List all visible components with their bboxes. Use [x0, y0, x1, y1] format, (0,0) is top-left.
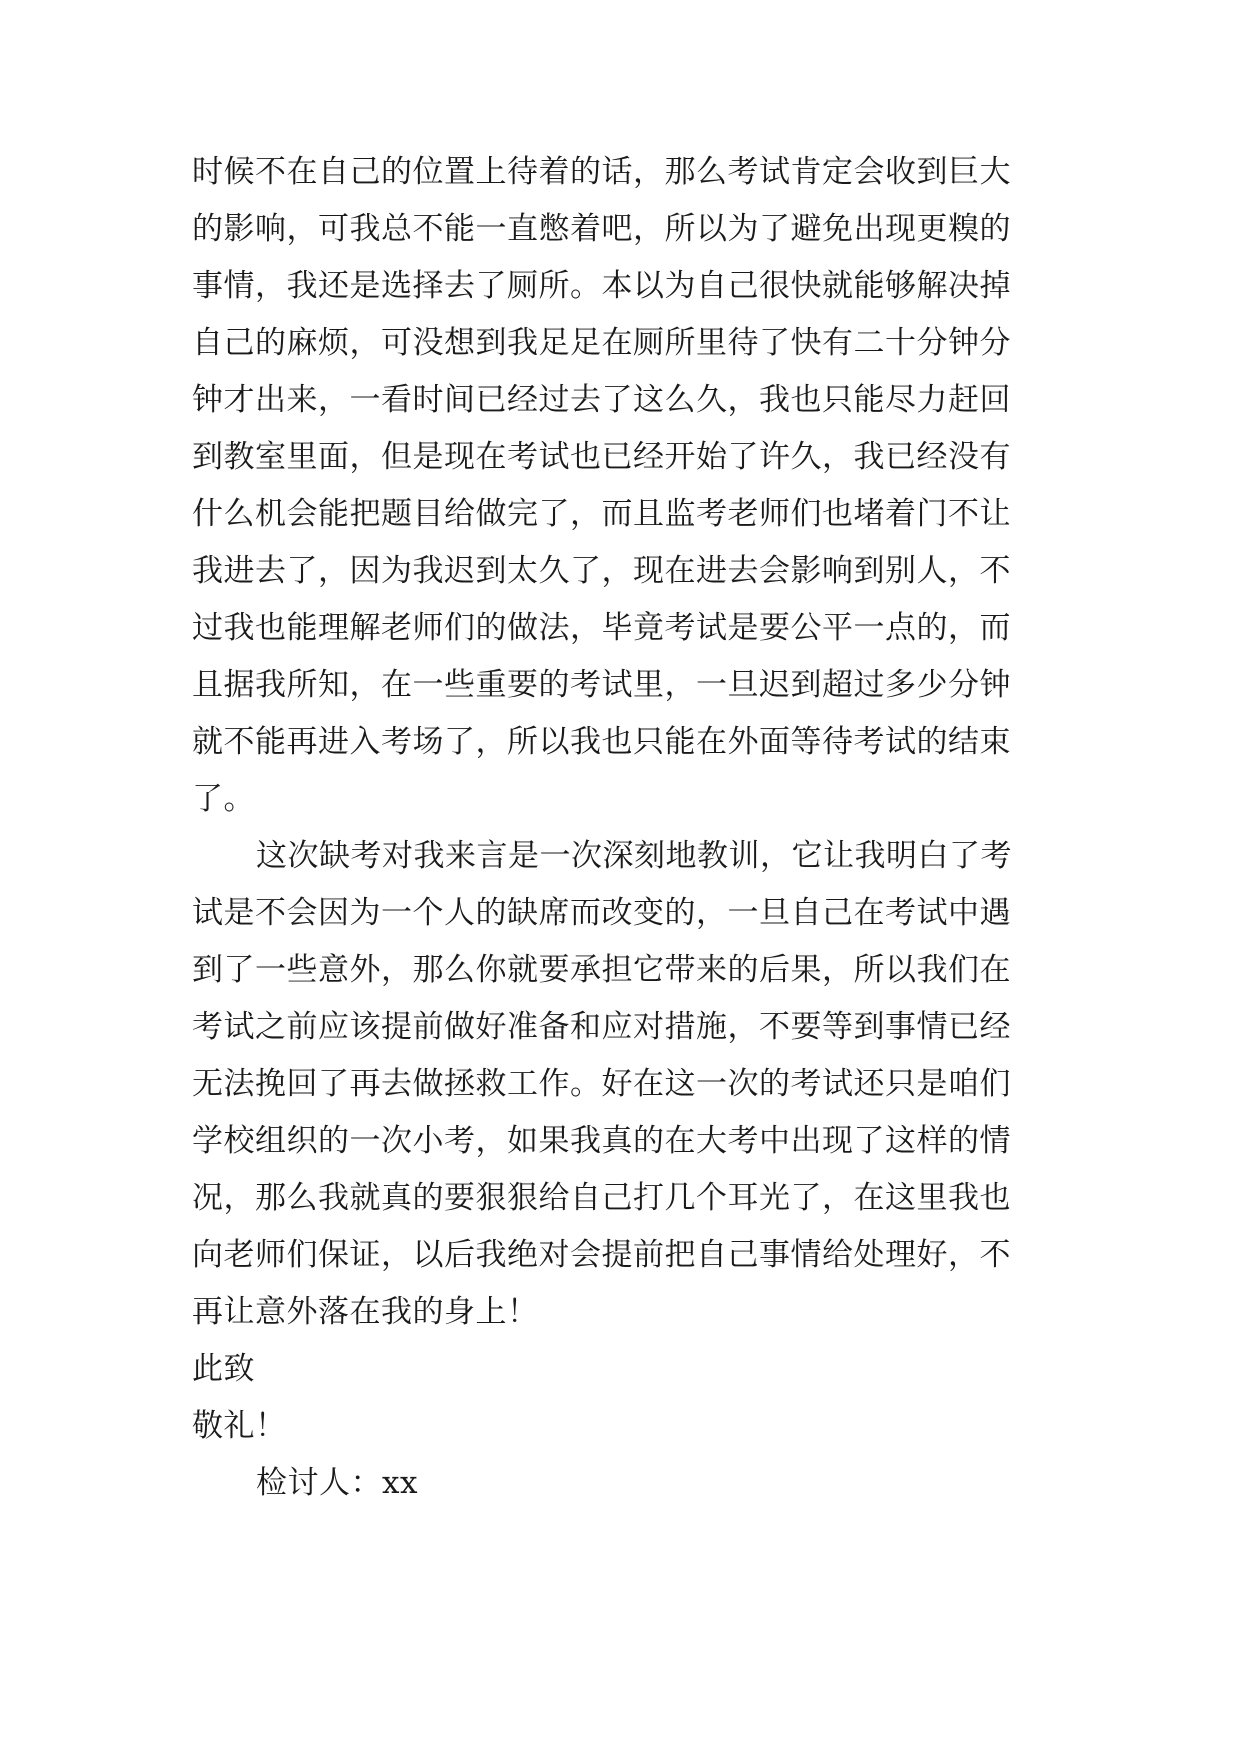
paragraph-1-line: 就不能再进入考场了，所以我也只能在外面等待考试的结束	[192, 724, 1011, 760]
paragraph-1-line: 过我也能理解老师们的做法，毕竟考试是要公平一点的，而	[192, 610, 1011, 646]
paragraph-1-line: 事情，我还是选择去了厕所。本以为自己很快就能够解决掉	[192, 268, 1011, 304]
paragraph-1-line: 且据我所知，在一些重要的考试里，一旦迟到超过多少分钟	[192, 667, 1011, 703]
paragraph-2-line: 无法挽回了再去做拯救工作。好在这一次的考试还只是咱们	[192, 1066, 1011, 1102]
closing-regards: 敬礼！	[192, 1408, 287, 1444]
closing-salutation: 此致	[192, 1351, 255, 1387]
paragraph-1-line: 的影响，可我总不能一直憋着吧，所以为了避免出现更糗的	[192, 211, 1011, 247]
paragraph-2-line: 考试之前应该提前做好准备和应对措施，不要等到事情已经	[192, 1009, 1011, 1045]
paragraph-1-line: 我进去了，因为我迟到太久了，现在进去会影响到别人，不	[192, 553, 1011, 589]
paragraph-2-line: 学校组织的一次小考，如果我真的在大考中出现了这样的情	[192, 1123, 1011, 1159]
paragraph-1-line: 自己的麻烦，可没想到我足足在厕所里待了快有二十分钟分	[192, 325, 1011, 361]
paragraph-2-line: 再让意外落在我的身上！	[192, 1294, 539, 1330]
signature: 检讨人：xx	[256, 1465, 418, 1501]
paragraph-2-first-line: 这次缺考对我来言是一次深刻地教训，它让我明白了考	[256, 838, 1012, 874]
paragraph-2-line: 到了一些意外，那么你就要承担它带来的后果，所以我们在	[192, 952, 1011, 988]
paragraph-1-line: 时候不在自己的位置上待着的话，那么考试肯定会收到巨大	[192, 154, 1011, 190]
paragraph-1-line: 到教室里面，但是现在考试也已经开始了许久，我已经没有	[192, 439, 1011, 475]
paragraph-1-line: 钟才出来，一看时间已经过去了这么久，我也只能尽力赶回	[192, 382, 1011, 418]
paragraph-2-line: 试是不会因为一个人的缺席而改变的，一旦自己在考试中遇	[192, 895, 1011, 931]
paragraph-1-line: 了。	[192, 781, 255, 817]
paragraph-2-line: 况，那么我就真的要狠狠给自己打几个耳光了，在这里我也	[192, 1180, 1011, 1216]
paragraph-1-line: 什么机会能把题目给做完了，而且监考老师们也堵着门不让	[192, 496, 1011, 532]
paragraph-2-line: 向老师们保证，以后我绝对会提前把自己事情给处理好，不	[192, 1237, 1011, 1273]
